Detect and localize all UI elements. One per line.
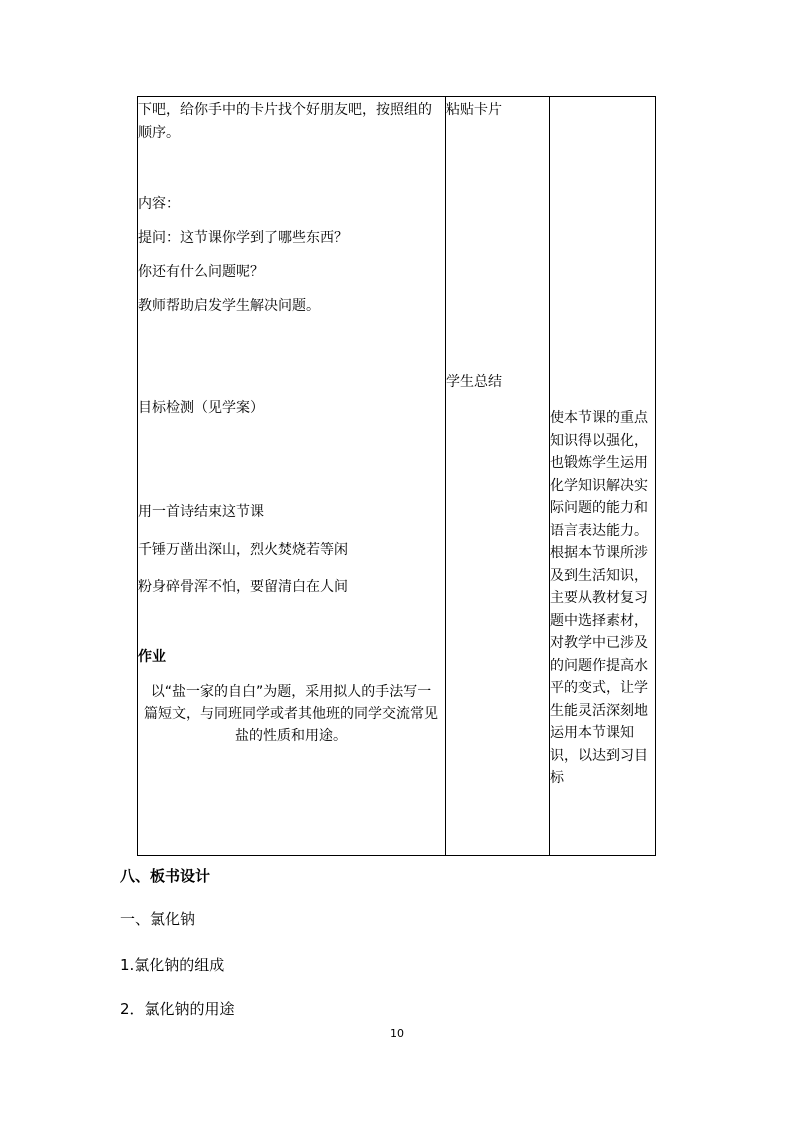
intent-line: 运用本节课知 [550, 725, 634, 741]
board-item-3: 2．氯化钠的用途 [120, 1000, 235, 1018]
activity-text-line1: 下吧，给你手中的卡片找个好朋友吧，按照组的 [138, 102, 432, 118]
intent-line: 知识得以强化， [550, 432, 648, 449]
board-item-1: 一、氯化钠 [120, 910, 196, 928]
paste-cards: 粘贴卡片 [446, 102, 502, 118]
homework-line: 篇短文，与同班同学或者其他班的同学交流常见 [144, 706, 438, 722]
design-intent-text [550, 407, 654, 790]
page-number: 10 [390, 1027, 404, 1040]
intent-line: 也锻炼学生运用 [550, 455, 648, 471]
question-1: 提问：这节课你学到了哪些东西？ [138, 230, 348, 246]
content-label: 内容： [138, 196, 180, 212]
intent-line: 题中选择素材， [550, 612, 648, 629]
teacher-help: 教师帮助启发学生解决问题。 [138, 298, 320, 314]
poem-line-2: 粉身碎骨浑不怕，要留清白在人间 [138, 579, 348, 595]
intent-line: 化学知识解决实 [550, 477, 648, 494]
homework-line: 以“盐一家的自白”为题，采用拟人的手法写一 [150, 684, 432, 700]
board-item-2: 1.氯化钠的组成 [120, 956, 225, 974]
intent-line: 标 [550, 770, 564, 786]
intent-line: 识，以达到习目 [550, 747, 648, 764]
intent-line: 生能灵活深刻地 [550, 702, 648, 719]
intent-line: 使本节课的重点 [550, 410, 648, 426]
board-design-heading: 八、板书设计 [120, 867, 211, 885]
homework-text [138, 681, 444, 747]
question-2: 你还有什么问题呢？ [138, 264, 264, 280]
table-divider-1 [445, 97, 446, 855]
intent-line: 根据本节课所涉 [550, 545, 648, 561]
poem-intro: 用一首诗结束这节课 [138, 504, 264, 520]
intent-line: 际问题的能力和 [550, 500, 648, 516]
lesson-table [137, 96, 656, 856]
homework-title: 作业 [138, 649, 166, 665]
intent-line: 及到生活知识， [550, 567, 648, 584]
poem-line-1: 千锤万凿出深山，烈火焚烧若等闲 [138, 542, 348, 558]
intent-line: 平的变式，让学 [550, 680, 648, 696]
student-summary: 学生总结 [446, 374, 502, 390]
homework-line: 盐的性质和用途。 [235, 728, 347, 744]
intent-line: 主要从教材复习 [550, 590, 648, 606]
goal-check: 目标检测（见学案） [138, 400, 264, 416]
intent-line: 对教学中已涉及 [550, 635, 648, 651]
activity-text-line2: 顺序。 [138, 125, 180, 141]
intent-line: 的问题作提高水 [550, 657, 648, 674]
intent-line: 语言表达能力。 [550, 522, 648, 539]
